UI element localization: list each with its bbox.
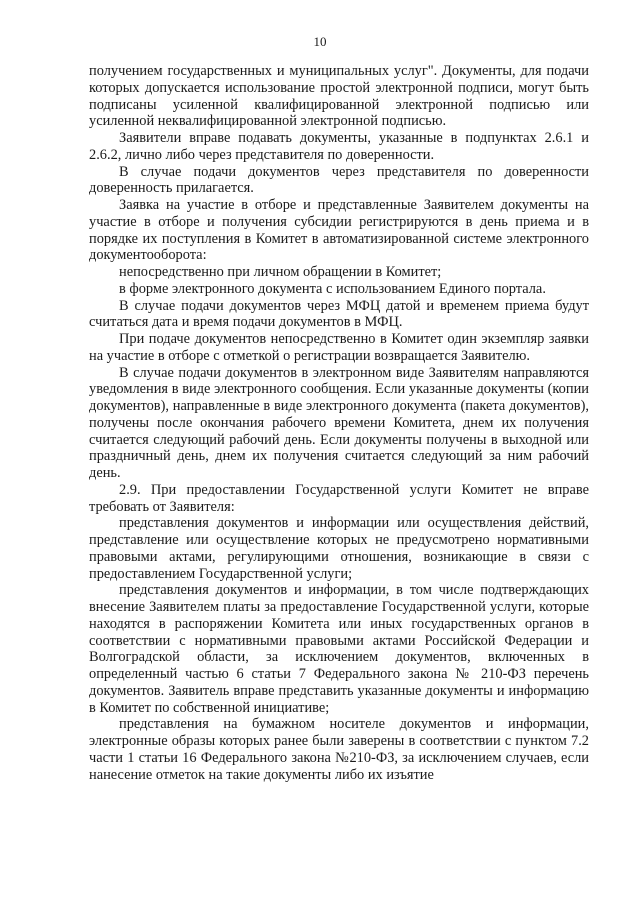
paragraph: В случае подачи документов через МФЦ датой и временем приема будут считаться дата и время подачи документов в МФЦ. [89,297,589,331]
paragraph: Заявка на участие в отборе и представленные Заявителем документы на участие в отборе и получения субсидии регистрируются в день приема и в порядке их поступления в Комитет в автоматизированной системе электронного документооборота: [89,197,589,264]
list-item: в форме электронного документа с использованием Единого портала. [119,280,546,297]
document-body [89,63,589,783]
paragraph: В случае подачи документов через представителя по доверенности доверенность прилагается. [89,163,589,197]
list-item: непосредственно при личном обращении в Комитет; [119,264,442,280]
list-item: представления на бумажном носителе документов и информации, электронные образы которых ранее были заверены в соответствии с пунктом 7.2 части 1 статьи 16 Федерального закона №210-ФЗ, за исключением случаев, если нанесение отметок на такие документы либо их изъятие [89,716,589,783]
paragraph: Заявители вправе подавать документы, указанные в подпунктах 2.6.1 и 2.6.2, лично либо через представителя по доверенности. [89,130,589,163]
list-item: представления документов и информации или осуществления действий, представление или осуществление которых не предусмотрено нормативными правовыми актами, регулирующими отношения, возникающие в связи с предоставлением Государственной услуги; [89,515,589,582]
paragraph: получением государственных и муниципальных услуг". Документы, для подачи которых допускается использование простой электронной подписи, могут быть подписаны усиленной квалифицированной электронной подписью или усиленной неквалифицированной электронной подписью. [89,63,589,130]
paragraph: В случае подачи документов в электронном виде Заявителям направляются уведомления в виде электронного сообщения. Если указанные документы (копии документов), направленные в виде электронного документа (пакета документов), получены после окончания рабочего времени Комитета, днем их получения считается следующий рабочий день. Если документы получены в выходной или праздничный день, днем их получения считается следующий за ним рабочий день. [89,364,589,481]
paragraph: При подаче документов непосредственно в Комитет один экземпляр заявки на участие в отборе с отметкой о регистрации возвращается Заявителю. [89,331,589,364]
page-number: 10 [313,34,327,49]
list-item: представления документов и информации, в том числе подтверждающих внесение Заявителем платы за предоставление Государственной услуги, которые находятся в распоряжении Комитета или иных государственных органов в соответствии с нормативными правовыми актами Российской Федерации и Волгоградской области, за исключением документов, включенных в определенный частью 6 статьи 7 Федерального закона № 210-ФЗ перечень документов. Заявитель вправе представить указанные документы и информацию в Комитет по собственной инициативе; [89,582,589,716]
section-paragraph: 2.9. При предоставлении Государственной услуги Комитет не вправе требовать от Заявителя: [89,481,589,515]
